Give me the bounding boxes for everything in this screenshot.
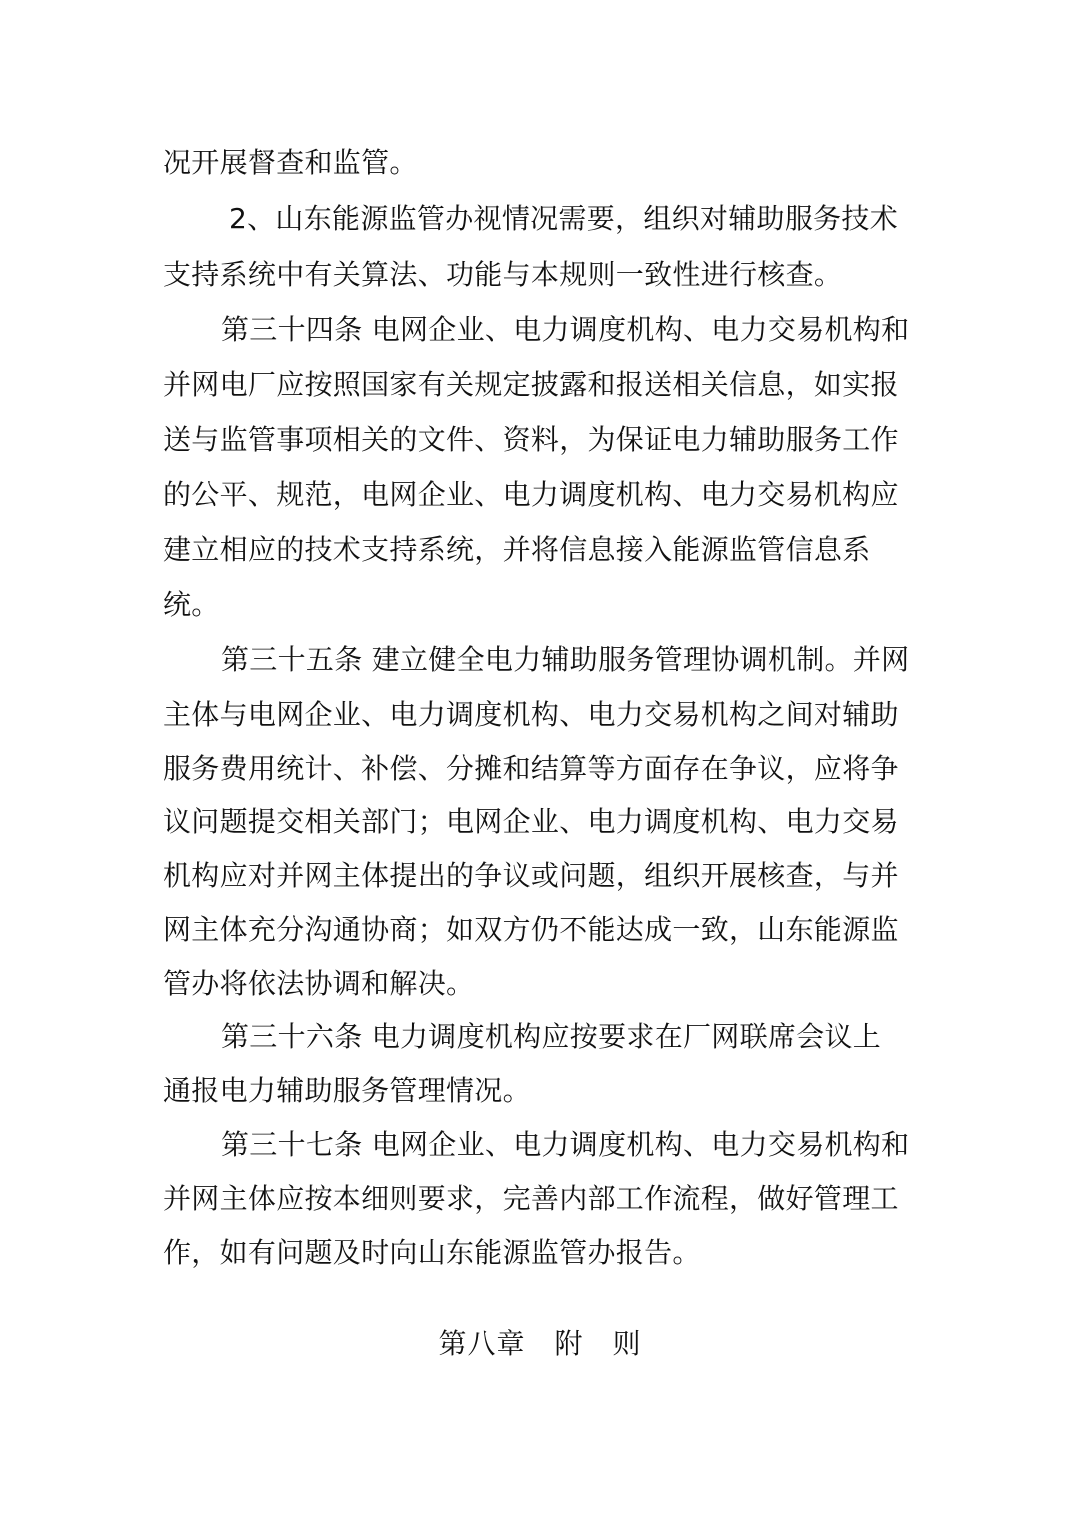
text-line: 第三十七条 电网企业、电力调度机构、电力交易机构和: [221, 1128, 910, 1161]
text-line: 第三十五条 建立健全电力辅助服务管理协调机制。并网: [221, 643, 910, 676]
text-line: 并网电厂应按照国家有关规定披露和报送相关信息，如实报: [163, 368, 899, 401]
text-line: 支持系统中有关算法、功能与本规则一致性进行核查。: [163, 258, 843, 291]
text-line: 网主体充分沟通协商；如双方仍不能达成一致，山东能源监: [163, 913, 899, 946]
text-line: 主体与电网企业、电力调度机构、电力交易机构之间对辅助: [163, 698, 899, 731]
text-line: 建立相应的技术支持系统，并将信息接入能源监管信息系: [163, 533, 871, 566]
text-line: 并网主体应按本细则要求，完善内部工作流程，做好管理工: [163, 1182, 899, 1215]
text-line: 通报电力辅助服务管理情况。: [163, 1074, 531, 1107]
text-line: 送与监管事项相关的文件、资料，为保证电力辅助服务工作: [163, 423, 899, 456]
text-line: 机构应对并网主体提出的争议或问题，组织开展核查，与并: [163, 859, 899, 892]
text-line: 统。: [163, 588, 220, 621]
text-line: 管办将依法协调和解决。: [163, 967, 475, 1000]
text-line: 议问题提交相关部门；电网企业、电力调度机构、电力交易: [163, 805, 899, 838]
text-line: 第三十六条 电力调度机构应按要求在厂网联席会议上: [221, 1020, 882, 1053]
text-line: 2、山东能源监管办视情况需要，组织对辅助服务技术: [229, 202, 899, 235]
chapter-heading: 第八章 附 则: [438, 1327, 642, 1360]
text-line: 作，如有问题及时向山东能源监管办报告。: [163, 1236, 701, 1269]
text-line: 况开展督查和监管。: [163, 146, 418, 179]
text-line: 第三十四条 电网企业、电力调度机构、电力交易机构和: [221, 313, 910, 346]
text-line: 的公平、规范，电网企业、电力调度机构、电力交易机构应: [163, 478, 899, 511]
text-line: 服务费用统计、补偿、分摊和结算等方面存在争议，应将争: [163, 752, 899, 785]
